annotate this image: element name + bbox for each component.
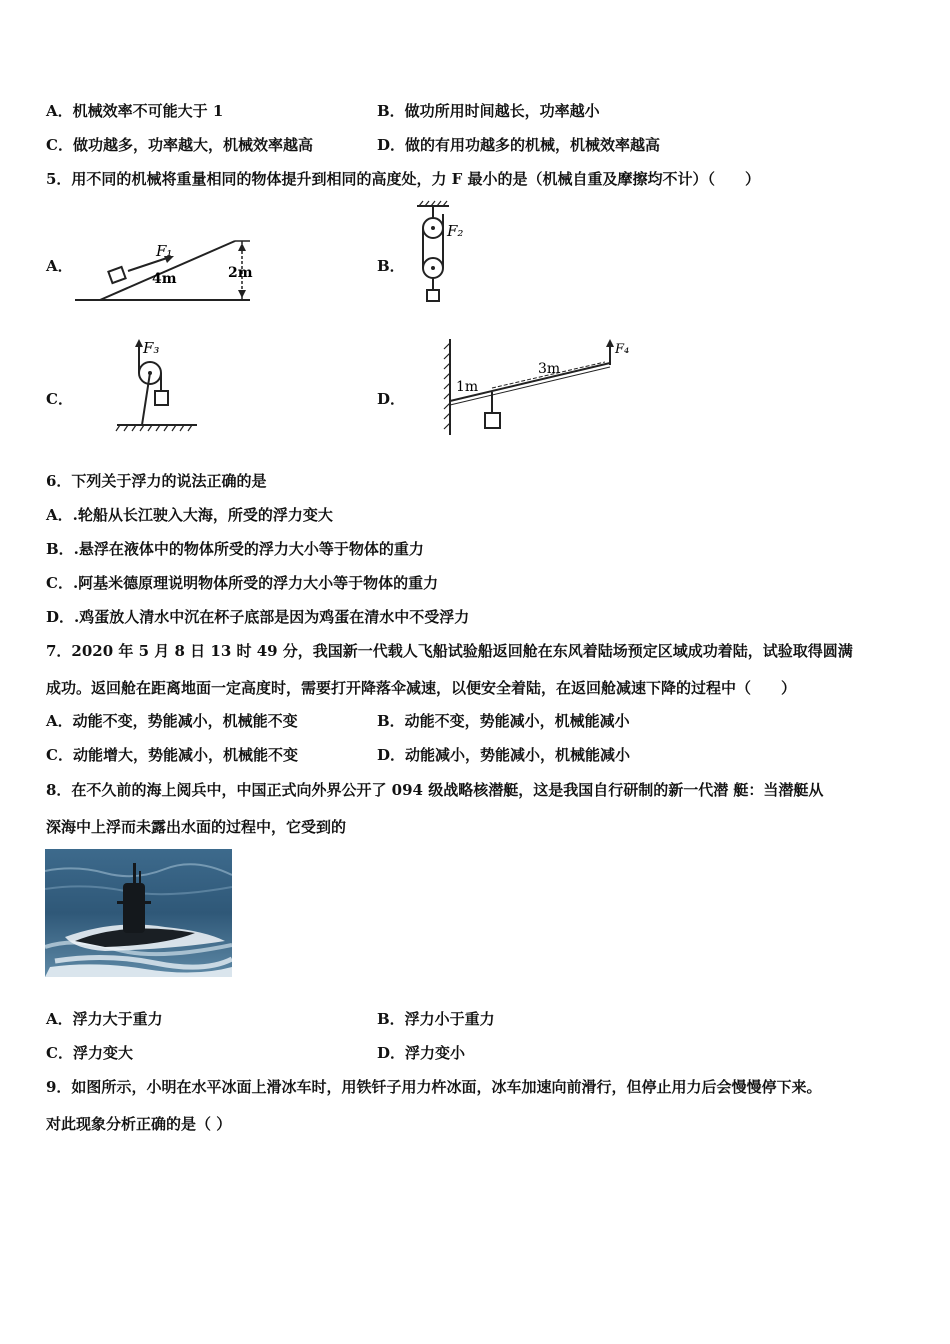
q6-option-b: B．.悬浮在液体中的物体所受的浮力大小等于物体的重力: [46, 540, 424, 558]
q5-fig-c-fixed-pulley: [112, 333, 207, 435]
q8-option-d: D．浮力变小: [377, 1044, 466, 1062]
q5-fig-a-height: 2m: [228, 265, 253, 281]
q5-fig-d-force: F₄: [615, 342, 630, 357]
q8-option-a: A．浮力大于重力: [46, 1010, 163, 1028]
q8-option-c: C．浮力变大: [46, 1044, 133, 1062]
q5-fig-d-long-arm: 3m: [538, 361, 561, 377]
q7-option-a: A．动能不变，势能减小，机械能不变: [46, 712, 298, 730]
q6-option-a: A．.轮船从长江驶入大海，所受的浮力变大: [46, 506, 333, 524]
q4-option-b: B．做功所用时间越长，功率越小: [377, 102, 600, 120]
q7-stem-line1: 7．2020 年 5 月 8 日 13 时 49 分，我国新一代载人飞船试验船返回舱在东风着陆场预定区域成功着陆，试验取得圆满: [46, 642, 853, 660]
q5-fig-a-force: F₁: [156, 242, 173, 260]
q7-option-b: B．动能不变，势能减小，机械能减小: [377, 712, 630, 730]
q8-stem-line2: 深海中上浮而未露出水面的过程中，它受到的: [46, 818, 347, 836]
q5-fig-b-force: F₂: [447, 222, 464, 240]
q5-fig-a-length: 4m: [152, 271, 177, 287]
q5-fig-d-short-arm: 1m: [456, 379, 479, 395]
q7-option-d: D．动能减小，势能减小，机械能减小: [377, 746, 631, 764]
q4-option-c: C．做功越多，功率越大，机械效率越高: [46, 136, 313, 154]
q9-stem-line1: 9．如图所示，小明在水平冰面上滑冰车时，用铁钎子用力杵冰面，冰车加速向前滑行，但停止用力后会慢慢停下来。: [46, 1078, 822, 1096]
q6-option-d: D．.鸡蛋放人清水中沉在杯子底部是因为鸡蛋在清水中不受浮力: [46, 608, 470, 626]
q7-stem-line2: 成功。返回舱在距离地面一定高度时，需要打开降落伞减速，以便安全着陆，在返回舱减速下降的过程中（ ）: [46, 679, 797, 697]
q5-fig-b-pulley-system: [405, 200, 475, 305]
q5-option-c-label: C．: [46, 390, 73, 408]
q9-stem-line2: 对此现象分析正确的是（ ）: [46, 1115, 232, 1133]
q8-submarine-photo: [45, 849, 232, 977]
q6-stem: 6．下列关于浮力的说法正确的是: [46, 472, 267, 490]
q5-option-b-label: B．: [377, 257, 405, 275]
q5-fig-c-force: F₃: [143, 339, 160, 357]
q5-fig-d-lever: [440, 335, 640, 440]
q5-option-d-label: D．: [377, 390, 406, 408]
q4-option-a: A．机械效率不可能大于 1: [46, 102, 224, 120]
q7-option-c: C．动能增大，势能减小，机械能不变: [46, 746, 298, 764]
q8-stem-line1: 8．在不久前的海上阅兵中，中国正式向外界公开了 094 级战略核潜艇，这是我国自行研制的新一代潜 艇：当潜艇从: [46, 781, 824, 799]
q6-option-c: C．.阿基米德原理说明物体所受的浮力大小等于物体的重力: [46, 574, 439, 592]
q4-option-d: D．做的有用功越多的机械，机械效率越高: [377, 136, 661, 154]
q5-stem: 5．用不同的机械将重量相同的物体提升到相同的高度处，力 F 最小的是（机械自重及摩擦均不计）（ ）: [46, 170, 761, 188]
q5-option-a-label: A．: [46, 257, 73, 275]
q5-fig-a-incline: [70, 225, 260, 310]
q8-option-b: B．浮力小于重力: [377, 1010, 495, 1028]
